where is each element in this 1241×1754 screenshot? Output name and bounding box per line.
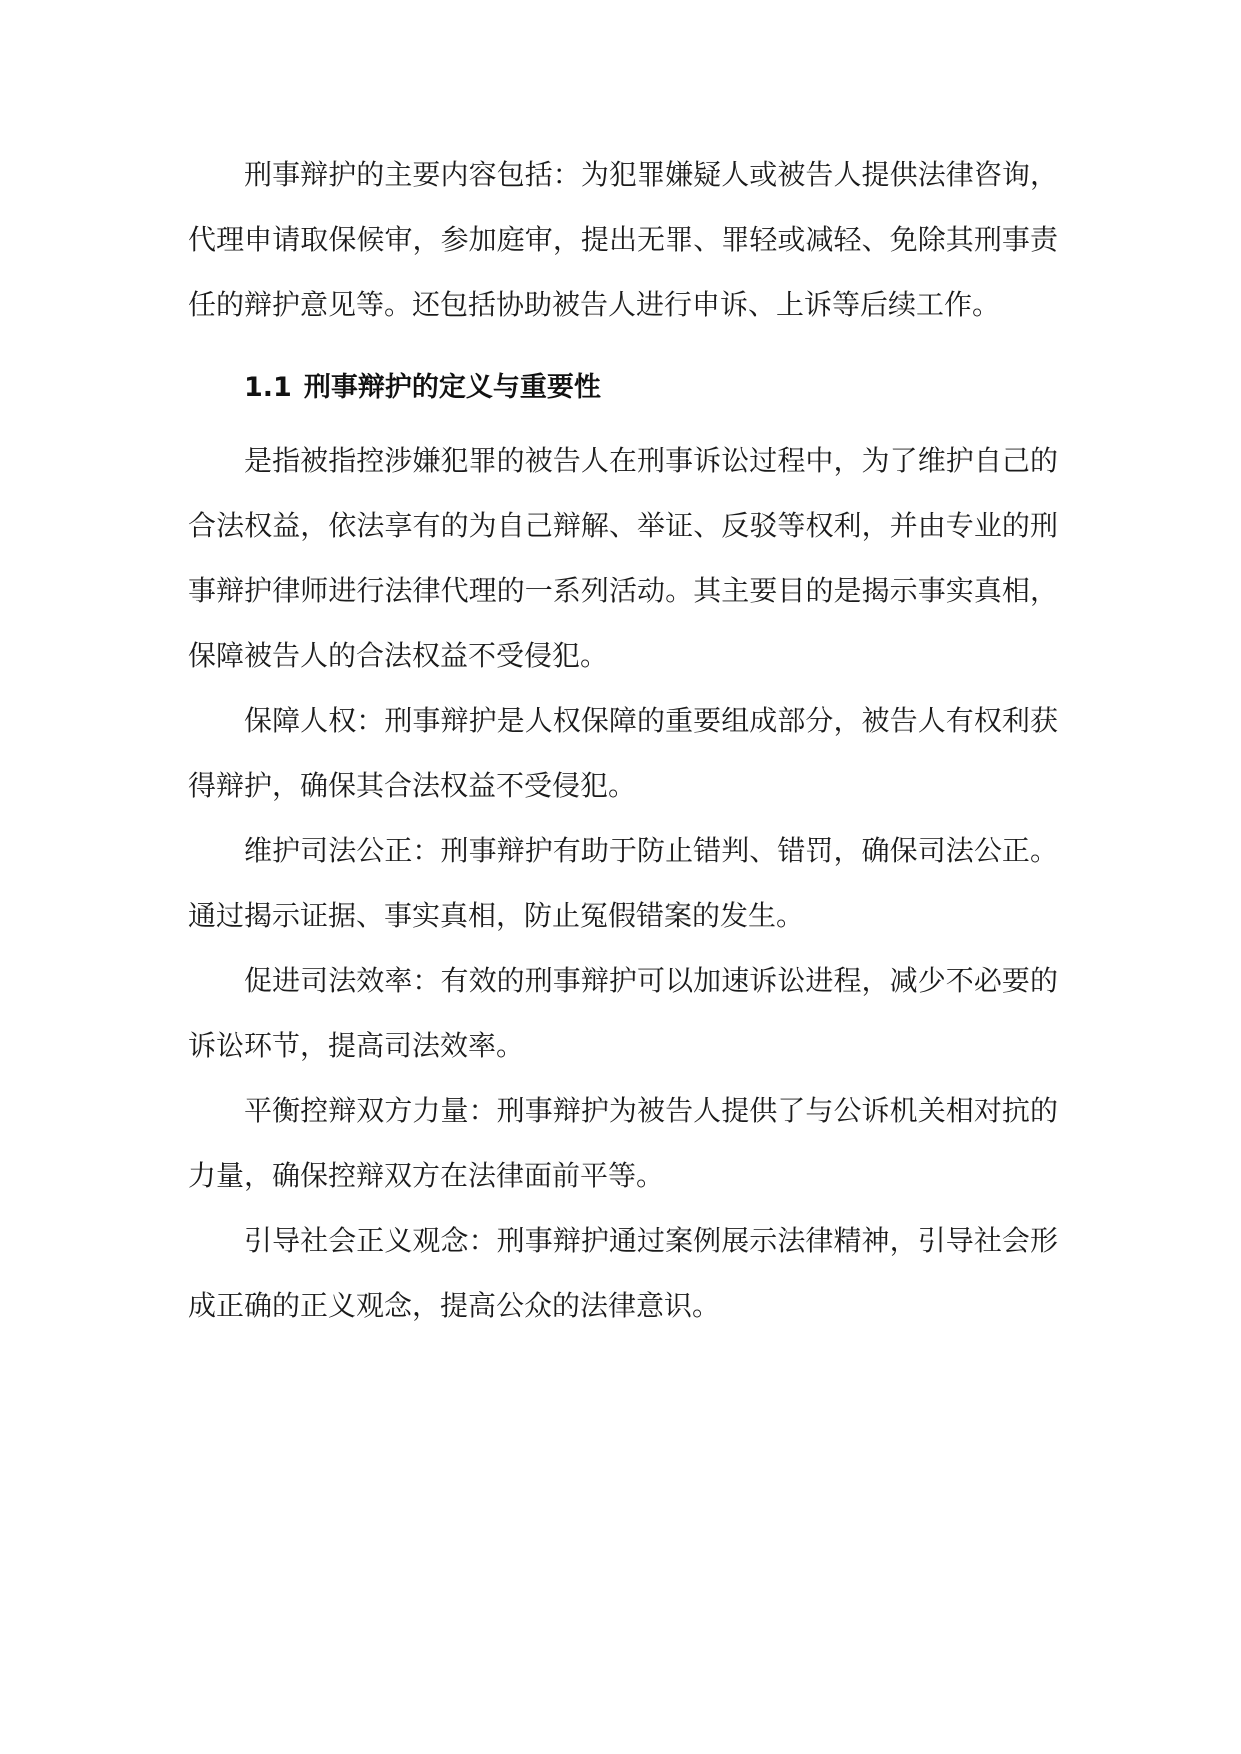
section-heading <box>188 355 1058 420</box>
paragraph-balance-power: 平衡控辩双方力量：刑事辩护为被告人提供了与公诉机关相对抗的力量，确保控辩双方在法律面前平等。 <box>188 1094 1058 1192</box>
paragraph-protect-human-rights: 保障人权：刑事辩护是人权保障的重要组成部分，被告人有权利获得辩护，确保其合法权益不受侵犯。 <box>188 704 1058 802</box>
intro-paragraph: 刑事辩护的主要内容包括：为犯罪嫌疑人或被告人提供法律咨询，代理申请取保候审，参加庭审，提出无罪、罪轻或减轻、免除其刑事责任的辩护意见等。还包括协助被告人进行申诉、上诉等后续工作。 <box>188 158 1058 321</box>
paragraph-judicial-justice: 维护司法公正：刑事辩护有助于防止错判、错罚，确保司法公正。通过揭示证据、事实真相，防止冤假错案的发生。 <box>188 834 1058 932</box>
section-title: 刑事辩护的定义与重要性 <box>303 372 601 403</box>
document-body <box>188 142 1058 1338</box>
paragraph-judicial-efficiency: 促进司法效率：有效的刑事辩护可以加速诉讼进程，减少不必要的诉讼环节，提高司法效率。 <box>188 964 1058 1062</box>
paragraph-social-justice: 引导社会正义观念：刑事辩护通过案例展示法律精神，引导社会形成正确的正义观念，提高公众的法律意识。 <box>188 1224 1058 1322</box>
section-number: 1.1 <box>244 372 292 403</box>
paragraph-definition: 是指被指控涉嫌犯罪的被告人在刑事诉讼过程中，为了维护自己的合法权益，依法享有的为自己辩解、举证、反驳等权利，并由专业的刑事辩护律师进行法律代理的一系列活动。其主要目的是揭示事实真相，保障被告人的合法权益不受侵犯。 <box>188 444 1058 672</box>
